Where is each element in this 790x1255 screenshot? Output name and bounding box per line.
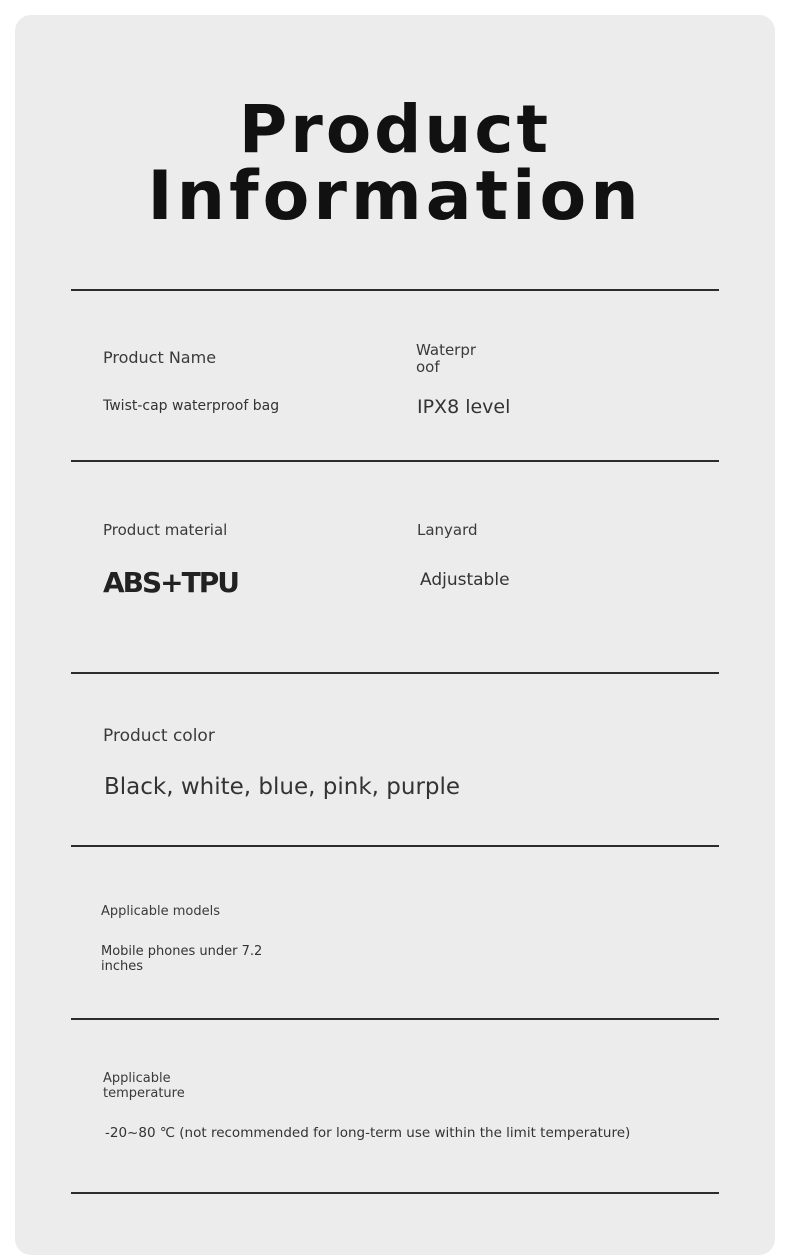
divider	[71, 1018, 719, 1020]
lanyard-label: Lanyard	[417, 521, 478, 539]
lanyard-value: Adjustable	[420, 570, 510, 590]
page-title-line1: Product	[238, 91, 552, 168]
divider	[71, 845, 719, 847]
waterproof-value: IPX8 level	[417, 396, 511, 418]
product-name-value: Twist-cap waterproof bag	[103, 398, 280, 414]
product-name-label: Product Name	[103, 348, 217, 367]
temperature-label: Applicable temperature	[103, 1071, 185, 1101]
divider	[71, 460, 719, 462]
material-value: ABS+TPU	[103, 566, 238, 599]
models-value: Mobile phones under 7.2 inches	[101, 944, 263, 974]
material-label: Product material	[103, 521, 228, 539]
page-title-line2: Information	[147, 157, 643, 236]
models-label: Applicable models	[101, 904, 220, 919]
color-label: Product color	[103, 726, 215, 746]
color-value: Black, white, blue, pink, purple	[104, 774, 461, 800]
divider	[71, 289, 719, 291]
divider	[71, 672, 719, 674]
waterproof-label: Waterpr oof	[416, 341, 477, 376]
temperature-value: -20~80 ℃ (not recommended for long-term use within the limit temperature)	[105, 1125, 631, 1141]
divider	[71, 1192, 719, 1194]
